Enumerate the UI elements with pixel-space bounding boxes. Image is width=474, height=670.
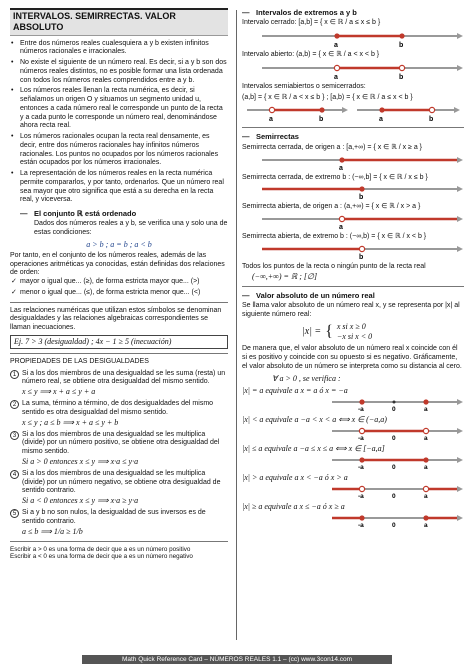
abs-row-line: [242, 426, 464, 442]
relations-list: [10, 278, 228, 298]
ray-open-origin: Semirrecta abierta, de origen a : (a,+∞) = { x ∈ ℝ / x > a }: [242, 203, 421, 211]
abs-heading: — Valor absoluto de un número real: [242, 290, 375, 300]
abs-row-line: [242, 455, 464, 471]
svg-text:0: 0: [392, 521, 396, 529]
divider: [10, 302, 228, 303]
all-points-text: Todos los puntos de la recta o ningún punto de la recta real: [242, 262, 426, 270]
divider: [242, 127, 464, 128]
abs-row-line: [242, 484, 464, 500]
svg-text:a: a: [424, 434, 428, 442]
column-divider: [236, 10, 237, 640]
svg-text:-a: -a: [358, 521, 364, 529]
svg-text:a: a: [339, 164, 343, 172]
semi-interval-lines: [242, 103, 464, 123]
property-text: Si a los dos miembros de una desigualdad se les suma (resta) un número real, se obtiene otra desigualdad del mismo sentido.: [22, 369, 226, 386]
svg-text:a: a: [424, 405, 428, 413]
property-text: Si a los dos miembros de una desigualdad se les multiplica (divide) por un número negativo, se obtiene otra desigualdad de sentido contrario.: [22, 469, 221, 495]
property-formula: Si a > 0 entonces x ≤ y ⟹ x·a ≤ y·a: [22, 456, 139, 466]
svg-text:a: a: [269, 116, 273, 124]
abs-row: |x| > a equivale a x < −a ó x > a: [242, 472, 348, 482]
svg-text:a: a: [339, 224, 343, 231]
rays-heading: — Semirrectas: [242, 132, 299, 142]
note: Escribir a > 0 es una forma de decir que a es un número positivo: [10, 545, 191, 553]
svg-text:0: 0: [392, 492, 396, 500]
abs-verify: ∀ a > 0 , se verifica :: [272, 373, 341, 383]
label-a: a: [334, 42, 338, 50]
list-item: • La representación de los números reales en la recta numérica permite compararlos, y por tanto, ordenarlos. Que un número real sea mayor que otro significa que está a su derecha en la recta real, y viceversa.: [20, 170, 228, 205]
label-b: b: [399, 42, 404, 50]
ordered-heading: — El conjunto ℝ está ordenado: [20, 209, 137, 218]
item-number: 3: [10, 431, 19, 440]
item-number: 1: [10, 370, 19, 379]
relations-paragraph: Por tanto, en el conjunto de los números reales, además de las operaciones aritméticas ya conocidas, están definidas dos relaciones de orden:: [10, 251, 225, 277]
svg-text:-a: -a: [358, 405, 364, 413]
closed-interval: Intervalo cerrado: [a,b] = { x ∈ ℝ / a ≤ x ≤ b }: [242, 19, 381, 27]
svg-text:b: b: [359, 253, 364, 261]
property-text: Si a los dos miembros de una desigualdad se les multiplica (divide) por un número positivo, se obtiene otra desigualdad del mismo sentido.: [22, 430, 220, 456]
property-formula: a ≤ b ⟹ 1/a ≥ 1/b: [22, 526, 83, 536]
ray-line: [242, 154, 464, 172]
svg-text:b: b: [429, 116, 434, 124]
list-item: • Entre dos números reales cualesquiera a y b existen infinitos números racionales e irracionales.: [20, 40, 228, 58]
list-item: • No existe el siguiente de un número real. Es decir, si a y b son dos números reales distintos, no es posible formar una lista ordenada con todos los números reales comprendidos entre a y b.: [20, 59, 228, 85]
ordered-formula: a > b ; a = b ; a < b: [86, 239, 152, 249]
label-a: a: [334, 73, 338, 81]
label-b: b: [399, 73, 404, 81]
ray-line: [242, 243, 464, 261]
list-item: • Los números reales llenan la recta numérica, es decir, si señalamos un origen O y situamos un segmento unidad u, entonces a cada número real le corresponde un punto de la recta y a cada punto le corresponde un número real, denominándose ahora recta real.: [20, 87, 228, 131]
abs-text-2: De manera que, el valor absoluto de un número real x coincide con él si es positivo y coincide con su opuesto si es negativo. Gráficamente, el valor absoluto de un número se interpreta como su distancia al cero.: [242, 345, 462, 370]
ray-open-end: Semirrecta abierta, de extremo b : (−∞,b) = { x ∈ ℝ / x < b }: [242, 233, 427, 240]
footer: Math Quick Reference Card – NÚMEROS REALES 1.1 – (cc) www.3con14.com: [0, 656, 474, 664]
property-item: [10, 470, 228, 506]
svg-text:a: a: [424, 492, 428, 500]
open-interval: Intervalo abierto: (a,b) = { x ∈ ℝ / a < x < b }: [242, 51, 380, 59]
list-item: • Los números racionales ocupan la recta real densamente, es decir, entre dos números racionales hay infinitos números racionales. Los puntos no ocupados por los números racionales están ocupados por los números irracionales.: [20, 133, 228, 168]
ray-line: [242, 183, 464, 201]
all-points-formula: (−∞,+∞) = ℝ ; [∅]: [252, 271, 318, 281]
item-number: 5: [10, 509, 19, 518]
item-number: 2: [10, 400, 19, 409]
closed-interval-line: [242, 29, 464, 49]
abs-row: |x| ≤ a equivale a −a ≤ x ≤ a ⟺ x ∈ [−a,a]: [242, 443, 385, 453]
page-title: INTERVALOS. SEMIRRECTAS. VALOR ABSOLUTO: [10, 8, 228, 36]
intervals-heading: — Intervalos de extremos a y b: [242, 8, 357, 17]
property-text: Si a y b no son nulos, la desigualdad de sus inversos es de sentido contrario.: [22, 509, 206, 525]
property-item: [10, 509, 228, 537]
property-formula: Si a < 0 entonces x ≤ y ⟹ x·a ≥ y·a: [22, 496, 139, 506]
example-box: Ej. 7 > 3 (desigualdad) ; 4x − 1 ≥ 5 (inecuación): [10, 335, 228, 349]
svg-text:a: a: [424, 521, 428, 529]
ray-closed-origin: Semirrecta cerrada, de origen a : [a,+∞) = { x ∈ ℝ / x ≥ a }: [242, 143, 422, 151]
semi-heading: Intervalos semiabiertos o semicerrados:: [242, 82, 366, 90]
left-column: [10, 8, 228, 561]
abs-definition: |x| = { x si x ≥ 0 −x si x < 0: [302, 322, 373, 342]
property-item: [10, 370, 228, 398]
abs-row: |x| < a equivale a −a < x < a ⟺ x ∈ (−a,a): [242, 414, 387, 424]
svg-text:-a: -a: [358, 492, 364, 500]
property-formula: x ≤ y ; a ≤ b ⟹ x + a ≤ y + b: [22, 417, 119, 427]
svg-text:0: 0: [392, 434, 396, 442]
abs-row-line: [242, 397, 464, 413]
right-column: [242, 8, 464, 531]
ordered-text: Dados dos números reales a y b, se verifica una y solo una de estas condiciones:: [34, 220, 228, 237]
divider: [242, 286, 464, 287]
svg-text:0: 0: [392, 463, 396, 471]
abs-row: |x| = a equivale a x = a ó x = −a: [242, 385, 348, 395]
svg-text:a: a: [424, 463, 428, 471]
open-interval-line: [242, 61, 464, 81]
list-item: ✓ menor o igual que... (≤), de forma estricta menor que... (<): [20, 289, 228, 298]
reference-card: [8, 8, 466, 644]
svg-text:0: 0: [392, 405, 396, 413]
props-heading: PROPIEDADES DE LAS DESIGUALDADES: [10, 357, 149, 365]
abs-row: |x| ≥ a equivale a x ≤ −a ó x ≥ a: [242, 501, 345, 511]
list-item: ✓ mayor o igual que... (≥), de forma estricta mayor que... (>): [20, 278, 228, 287]
note: Escribir a < 0 es una forma de decir que a es un número negativo: [10, 553, 193, 561]
property-formula: x ≤ y ⟹ x + a ≤ y + a: [22, 387, 96, 397]
divider: [10, 541, 228, 542]
expressions-paragraph: Las relaciones numéricas que utilizan estos símbolos se denominan desigualdades y las relaciones algebraicas correspondientes se llaman inecuaciones.: [10, 306, 222, 332]
svg-text:b: b: [359, 194, 364, 202]
property-text: La suma, término a término, de dos desigualdades del mismo sentido es otra desigualdad del mismo sentido.: [22, 400, 214, 416]
abs-text-1: Se llama valor absoluto de un número real x, y se representa por |x| al siguiente número real:: [242, 301, 460, 318]
abs-row-line: [242, 513, 464, 529]
svg-text:b: b: [319, 116, 324, 124]
ray-closed-end: Semirrecta cerrada, de extremo b : (−∞,b] = { x ∈ ℝ / x ≤ b }: [242, 173, 428, 181]
svg-text:a: a: [379, 116, 383, 124]
item-number: 4: [10, 470, 19, 479]
divider: [10, 353, 228, 354]
properties-list: [10, 40, 228, 206]
semi-intervals: (a,b] = { x ∈ ℝ / a < x ≤ b } ; [a,b) = { x ∈ ℝ / a ≤ x < b }: [242, 93, 413, 101]
property-item: [10, 431, 228, 467]
ray-line: [242, 213, 464, 231]
svg-text:-a: -a: [358, 463, 364, 471]
svg-text:-a: -a: [358, 434, 364, 442]
property-item: [10, 400, 228, 428]
